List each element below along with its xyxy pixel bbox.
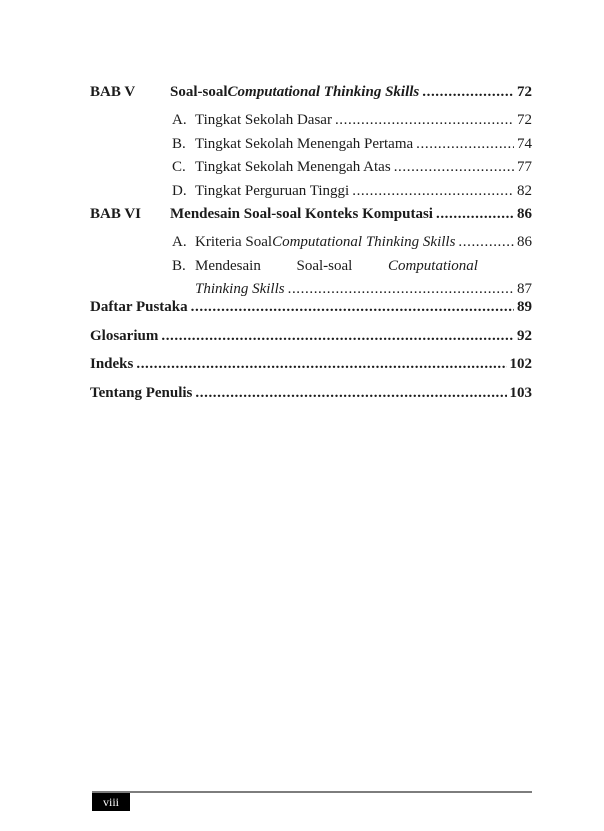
item-title-italic: Computational Thinking Skills — [272, 234, 456, 251]
item-page-number: 74 — [517, 135, 532, 152]
item-title: Tingkat Perguruan Tinggi — [195, 182, 350, 199]
item-title: Tingkat Sekolah Menengah Atas — [195, 159, 391, 176]
entry-title: Indeks — [90, 356, 134, 373]
leader-dots — [191, 296, 514, 319]
leader-dots — [352, 180, 514, 203]
table-of-contents — [90, 81, 532, 406]
toc-item-vi-a — [90, 231, 532, 254]
item-letter: A. — [172, 112, 187, 129]
toc-entry-indeks — [90, 353, 532, 376]
item-letter: B. — [172, 257, 186, 274]
entry-page-number: 92 — [517, 327, 532, 344]
item-title-word-italic: Computational — [387, 257, 478, 274]
item-letter: C. — [172, 159, 186, 176]
leader-dots — [195, 382, 506, 405]
leader-dots — [161, 325, 514, 348]
item-title: Tingkat Sekolah Dasar — [195, 112, 332, 129]
toc-entry-tentang-penulis — [90, 382, 532, 405]
chapter-page-number: 72 — [517, 84, 532, 100]
item-page-number: 87 — [517, 281, 532, 298]
entry-title: Tentang Penulis — [90, 385, 193, 402]
item-title-italic: Thinking Skills — [195, 281, 285, 298]
toc-item-vi-b-line1 — [90, 255, 532, 278]
leader-dots — [335, 109, 514, 132]
chapter-label: BAB VI — [90, 206, 141, 223]
toc-chapter-bab-v — [90, 81, 532, 104]
chapter-label: BAB V — [90, 84, 136, 100]
toc-item-v-a — [90, 109, 532, 132]
toc-item-v-c — [90, 156, 532, 179]
leader-dots — [458, 231, 514, 254]
item-letter: A. — [172, 234, 187, 251]
item-title-word: Soal-soal — [296, 257, 353, 274]
item-letter: D. — [172, 182, 187, 199]
leader-dots — [394, 156, 514, 179]
leader-dots — [136, 353, 506, 376]
footer-rule — [92, 791, 532, 793]
entry-page-number: 102 — [509, 356, 532, 373]
page-number: viii — [102, 794, 119, 809]
leader-dots — [436, 203, 514, 226]
chapter-page-number: 86 — [517, 206, 532, 223]
item-title-word: Mendesain — [195, 257, 261, 274]
toc-item-v-d — [90, 180, 532, 203]
toc-entry-glosarium — [90, 325, 532, 348]
page-number-badge — [92, 793, 130, 811]
entry-title: Daftar Pustaka — [90, 298, 188, 315]
entry-title: Glosarium — [90, 327, 159, 344]
toc-entry-daftar-pustaka — [90, 296, 532, 319]
item-page-number: 86 — [517, 234, 532, 251]
toc-chapter-bab-vi — [90, 203, 532, 226]
chapter-title-italic: Computational Thinking Skills — [227, 84, 420, 100]
item-page-number: 72 — [517, 112, 532, 129]
item-page-number: 82 — [517, 182, 532, 199]
item-title: Kriteria Soal — [195, 234, 273, 251]
item-title: Tingkat Sekolah Menengah Pertama — [195, 135, 414, 152]
entry-page-number: 89 — [517, 298, 532, 315]
item-page-number: 77 — [517, 159, 532, 176]
leader-dots — [422, 81, 514, 104]
chapter-title: Mendesain Soal-soal Konteks Komputasi — [170, 206, 433, 223]
justified-title-line — [195, 255, 478, 278]
leader-dots — [416, 133, 514, 156]
toc-item-v-b — [90, 133, 532, 156]
item-letter: B. — [172, 135, 186, 152]
chapter-title: Soal-soal — [170, 84, 228, 100]
entry-page-number: 103 — [509, 385, 532, 402]
